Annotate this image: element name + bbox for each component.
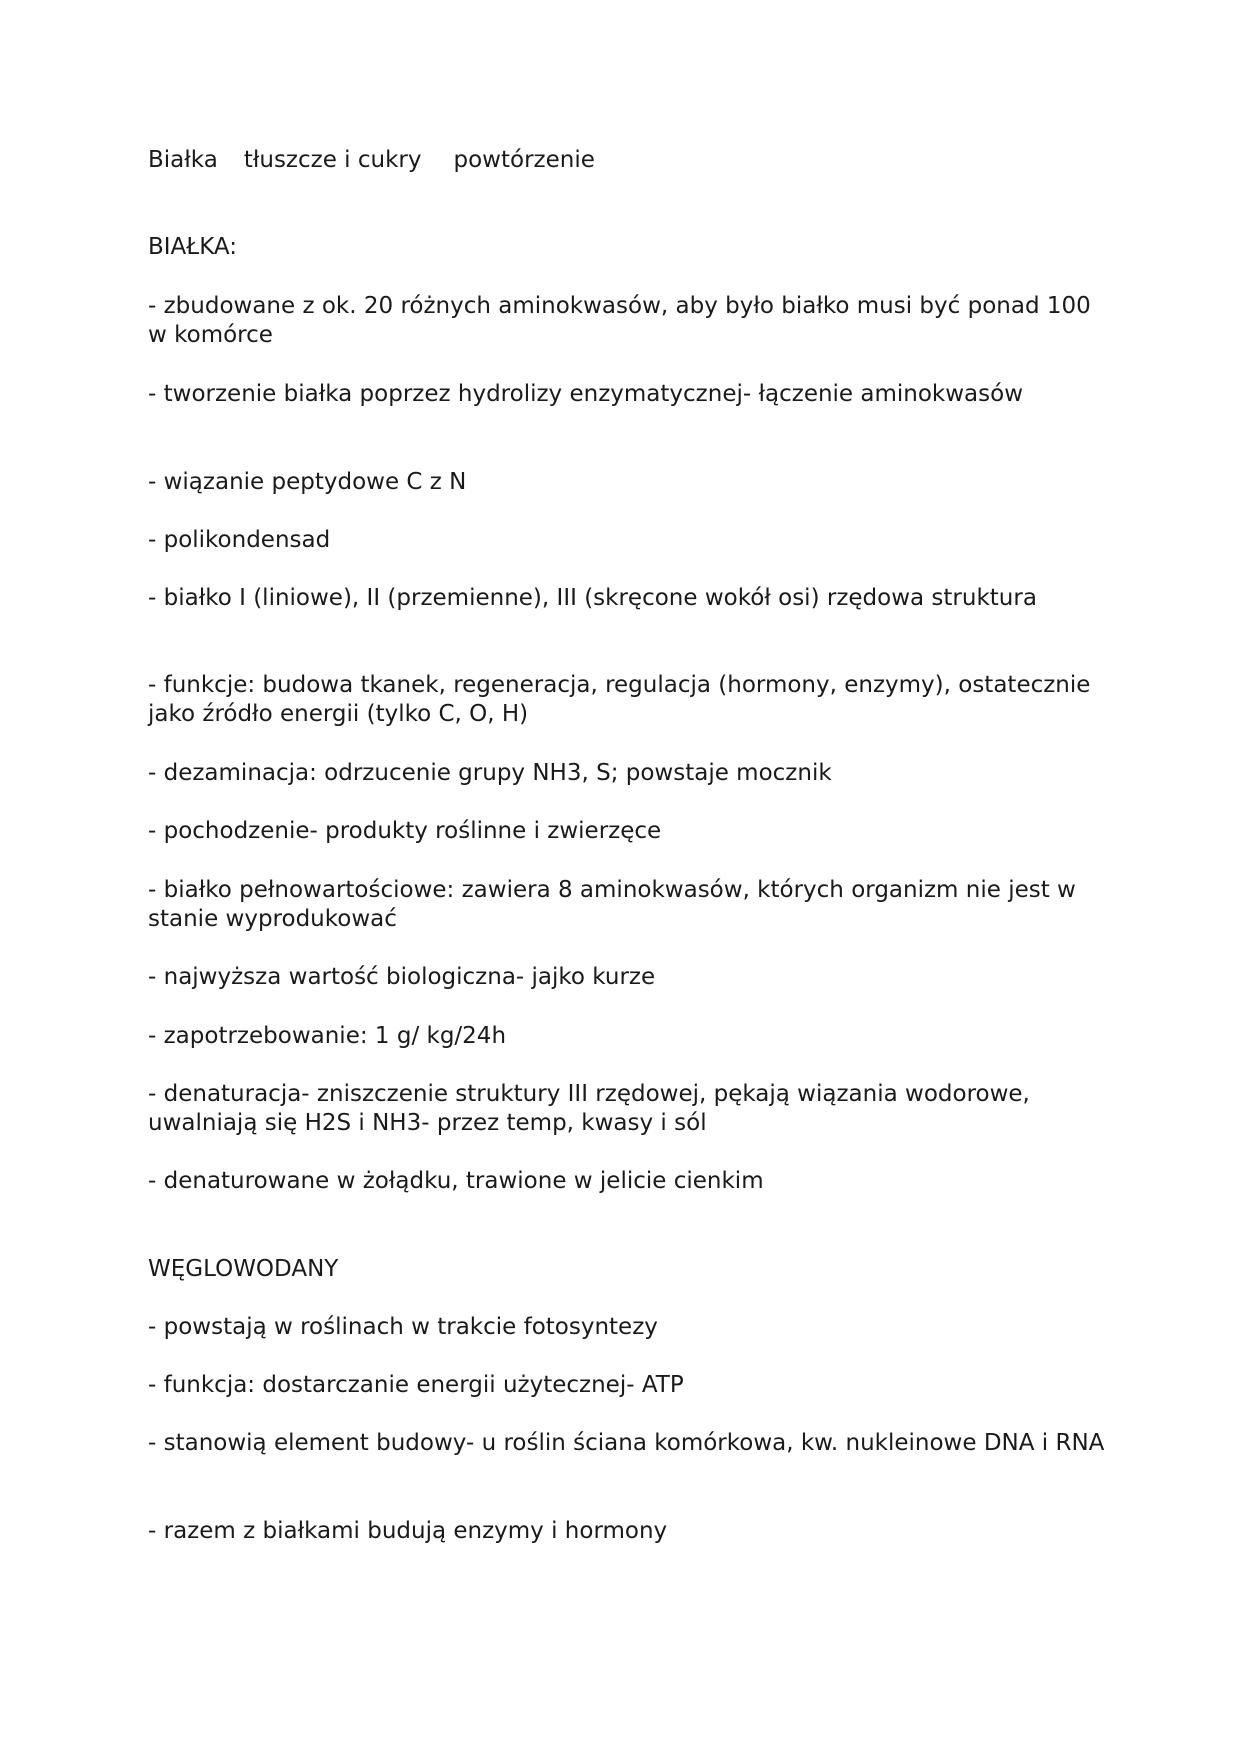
protein-item-3: - wiązanie peptydowe C z N	[148, 469, 467, 495]
carb-item-4: - razem z białkami budują enzymy i hormony	[148, 1518, 668, 1544]
protein-item-6: - funkcje: budowa tkanek, regeneracja, regulacja (hormony, enzymy), ostatecznie jako źródło energii (tylko C, O, H)	[148, 672, 1091, 727]
protein-item-7: - dezaminacja: odrzucenie grupy NH3, S; powstaje mocznik	[148, 760, 832, 786]
protein-item-2: - tworzenie białka poprzez hydrolizy enzymatycznej- łączenie aminokwasów	[148, 381, 1024, 407]
section-heading-carbohydrates: WĘGLOWODANY	[148, 1256, 339, 1282]
protein-item-9: - białko pełnowartościowe: zawiera 8 aminokwasów, których organizm nie jest w stanie wyprodukować	[148, 877, 1076, 932]
protein-item-13: - denaturowane w żołądku, trawione w jelicie cienkim	[148, 1168, 764, 1194]
title-part-proteins: Białka	[148, 147, 218, 173]
protein-item-5: - białko I (liniowe), II (przemienne), III (skręcone wokół osi) rzędowa struktura	[148, 585, 1037, 611]
protein-item-1: - zbudowane z ok. 20 różnych aminokwasów, aby było białko musi być ponad 100 w komórce	[148, 293, 1091, 348]
protein-item-10: - najwyższa wartość biologiczna- jajko kurze	[148, 964, 656, 990]
title-part-review: powtórzenie	[453, 147, 595, 173]
protein-item-8: - pochodzenie- produkty roślinne i zwierzęce	[148, 818, 662, 844]
protein-item-11: - zapotrzebowanie: 1 g/ kg/24h	[148, 1023, 507, 1049]
document-title	[148, 146, 1108, 175]
protein-item-12: - denaturacja- zniszczenie struktury III rzędowej, pękają wiązania wodorowe, uwalniają się H2S i NH3- przez temp, kwasy i sól	[148, 1081, 1030, 1136]
title-part-fats-sugars: tłuszcze i cukry	[243, 147, 422, 173]
protein-item-4: - polikondensad	[148, 527, 331, 553]
section-heading-proteins: BIAŁKA:	[148, 234, 237, 260]
carb-item-2: - funkcja: dostarczanie energii użytecznej- ATP	[148, 1372, 684, 1398]
carb-item-1: - powstają w roślinach w trakcie fotosyntezy	[148, 1314, 658, 1340]
carb-item-3: - stanowią element budowy- u roślin ściana komórkowa, kw. nukleinowe DNA i RNA	[148, 1430, 1105, 1456]
